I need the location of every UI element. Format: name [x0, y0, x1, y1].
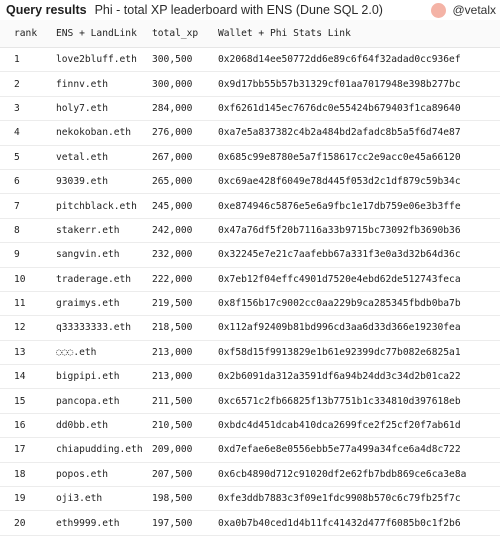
- table-row: [0, 194, 500, 218]
- rank-cell: 12: [0, 316, 42, 340]
- table-row: [0, 145, 500, 169]
- ens-link[interactable]: traderage.eth: [42, 267, 152, 291]
- wallet-link[interactable]: 0x7eb12f04effc4901d7520e4ebd62de512743feca: [218, 267, 500, 291]
- table-row: [0, 462, 500, 486]
- column-header-total-xp[interactable]: total_xp: [152, 20, 218, 48]
- query-results-label: Query results: [6, 3, 87, 17]
- ens-link[interactable]: pancopa.eth: [42, 389, 152, 413]
- wallet-link[interactable]: 0xc6571c2fb66825f13b7751b1c334810d397618eb: [218, 389, 500, 413]
- total-xp-cell: 242,000: [152, 218, 218, 242]
- query-title[interactable]: Phi - total XP leaderboard with ENS (Dune SQL 2.0): [94, 3, 383, 17]
- rank-cell: 7: [0, 194, 42, 218]
- rank-cell: 16: [0, 413, 42, 437]
- total-xp-cell: 197,500: [152, 511, 218, 535]
- ens-link[interactable]: holy7.eth: [42, 96, 152, 120]
- rank-cell: 8: [0, 218, 42, 242]
- rank-cell: 4: [0, 121, 42, 145]
- wallet-link[interactable]: 0x32245e7e21c7aafebb67a331f3e0a3d32b64d36c: [218, 243, 500, 267]
- total-xp-cell: 207,500: [152, 462, 218, 486]
- rank-cell: 1: [0, 48, 42, 72]
- table-row: [0, 218, 500, 242]
- total-xp-cell: 219,500: [152, 291, 218, 315]
- total-xp-cell: 209,000: [152, 438, 218, 462]
- total-xp-cell: 300,000: [152, 72, 218, 96]
- table-row: [0, 389, 500, 413]
- table-row: [0, 121, 500, 145]
- wallet-link[interactable]: 0x2068d14ee50772dd6e89c6f64f32adad0cc936ef: [218, 48, 500, 72]
- query-results-header: [0, 0, 500, 20]
- rank-cell: 9: [0, 243, 42, 267]
- wallet-link[interactable]: 0xe874946c5876e5e6a9fbc1e17db759e06e3b3ffe: [218, 194, 500, 218]
- total-xp-cell: 245,000: [152, 194, 218, 218]
- ens-link[interactable]: chiapudding.eth: [42, 438, 152, 462]
- ens-link[interactable]: bigpipi.eth: [42, 365, 152, 389]
- table-body: [0, 48, 500, 536]
- wallet-link[interactable]: 0xf6261d145ec7676dc0e55424b679403f1ca89640: [218, 96, 500, 120]
- total-xp-cell: 210,500: [152, 413, 218, 437]
- ens-link[interactable]: sangvin.eth: [42, 243, 152, 267]
- rank-cell: 19: [0, 487, 42, 511]
- table-row: [0, 487, 500, 511]
- total-xp-cell: 213,000: [152, 340, 218, 364]
- ens-link[interactable]: q33333333.eth: [42, 316, 152, 340]
- wallet-link[interactable]: 0xa7e5a837382c4b2a484bd2afadc8b5a5f6d74e87: [218, 121, 500, 145]
- table-row: [0, 316, 500, 340]
- ens-link[interactable]: vetal.eth: [42, 145, 152, 169]
- total-xp-cell: 276,000: [152, 121, 218, 145]
- rank-cell: 13: [0, 340, 42, 364]
- rank-cell: 15: [0, 389, 42, 413]
- table-header-row: [0, 20, 500, 48]
- ens-link[interactable]: oji3.eth: [42, 487, 152, 511]
- ens-link[interactable]: popos.eth: [42, 462, 152, 486]
- table-row: [0, 438, 500, 462]
- table-row: [0, 291, 500, 315]
- total-xp-cell: 213,000: [152, 365, 218, 389]
- wallet-link[interactable]: 0xd7efae6e8e0556ebb5e77a499a34fce6a4d8c722: [218, 438, 500, 462]
- table-row: [0, 48, 500, 72]
- rank-cell: 20: [0, 511, 42, 535]
- wallet-link[interactable]: 0xc69ae428f6049e78d445f053d2c1df879c59b34c: [218, 169, 500, 193]
- ens-link[interactable]: love2bluff.eth: [42, 48, 152, 72]
- total-xp-cell: 300,500: [152, 48, 218, 72]
- rank-cell: 3: [0, 96, 42, 120]
- ens-link[interactable]: nekokoban.eth: [42, 121, 152, 145]
- wallet-link[interactable]: 0xbdc4d451dcab410dca2699fce2f25cf20f7ab61d: [218, 413, 500, 437]
- table-row: [0, 169, 500, 193]
- ens-link[interactable]: pitchblack.eth: [42, 194, 152, 218]
- total-xp-cell: 284,000: [152, 96, 218, 120]
- column-header-rank[interactable]: rank: [0, 20, 42, 48]
- total-xp-cell: 267,000: [152, 145, 218, 169]
- table-row: [0, 267, 500, 291]
- rank-cell: 2: [0, 72, 42, 96]
- table-row: [0, 72, 500, 96]
- table-row: [0, 511, 500, 535]
- wallet-link[interactable]: 0x685c99e8780e5a7f158617cc2e9acc0e45a66120: [218, 145, 500, 169]
- ens-link[interactable]: 93039.eth: [42, 169, 152, 193]
- wallet-link[interactable]: 0xa0b7b40ced1d4b11fc41432d477f6085b0c1f2b6: [218, 511, 500, 535]
- wallet-link[interactable]: 0x112af92409b81bd996cd3aa6d33d366e19230fea: [218, 316, 500, 340]
- total-xp-cell: 218,500: [152, 316, 218, 340]
- total-xp-cell: 222,000: [152, 267, 218, 291]
- wallet-link[interactable]: 0x8f156b17c9002cc0aa229b9ca285345fbdb0ba7b: [218, 291, 500, 315]
- column-header-wallet[interactable]: Wallet + Phi Stats Link: [218, 20, 500, 48]
- ens-link[interactable]: eth9999.eth: [42, 511, 152, 535]
- rank-cell: 10: [0, 267, 42, 291]
- ens-link[interactable]: graimys.eth: [42, 291, 152, 315]
- rank-cell: 14: [0, 365, 42, 389]
- wallet-link[interactable]: 0x9d17bb55b57b31329cf01aa7017948e398b277bc: [218, 72, 500, 96]
- table-row: [0, 96, 500, 120]
- wallet-link[interactable]: 0xfe3ddb7883c3f09e1fdc9908b570c6c79fb25f7c: [218, 487, 500, 511]
- wallet-link[interactable]: 0x6cb4890d712c91020df2e62fb7bdb869ce6ca3e8a: [218, 462, 500, 486]
- ens-link[interactable]: finnv.eth: [42, 72, 152, 96]
- results-table-container[interactable]: [0, 20, 500, 529]
- table-row: [0, 340, 500, 364]
- rank-cell: 11: [0, 291, 42, 315]
- table-row: [0, 365, 500, 389]
- rank-cell: 6: [0, 169, 42, 193]
- total-xp-cell: 265,000: [152, 169, 218, 193]
- table-row: [0, 413, 500, 437]
- total-xp-cell: 232,000: [152, 243, 218, 267]
- rank-cell: 18: [0, 462, 42, 486]
- table-row: [0, 243, 500, 267]
- rank-cell: 17: [0, 438, 42, 462]
- ens-link[interactable]: dd0bb.eth: [42, 413, 152, 437]
- results-table: [0, 20, 500, 536]
- wallet-link[interactable]: 0x2b6091da312a3591df6a94b24dd3c34d2b01ca22: [218, 365, 500, 389]
- ens-link[interactable]: stakerr.eth: [42, 218, 152, 242]
- wallet-link[interactable]: 0xf58d15f9913829e1b61e92399dc77b082e6825a1: [218, 340, 500, 364]
- author-name[interactable]: @vetalx: [452, 3, 496, 17]
- avatar: [431, 3, 446, 18]
- total-xp-cell: 211,500: [152, 389, 218, 413]
- rank-cell: 5: [0, 145, 42, 169]
- wallet-link[interactable]: 0x47a76df5f20b7116a33b9715bc73092fb3690b36: [218, 218, 500, 242]
- author-badge[interactable]: [431, 0, 500, 20]
- ens-link[interactable]: ◌◌◌.eth: [42, 340, 152, 364]
- total-xp-cell: 198,500: [152, 487, 218, 511]
- column-header-ens[interactable]: ENS + LandLink: [42, 20, 152, 48]
